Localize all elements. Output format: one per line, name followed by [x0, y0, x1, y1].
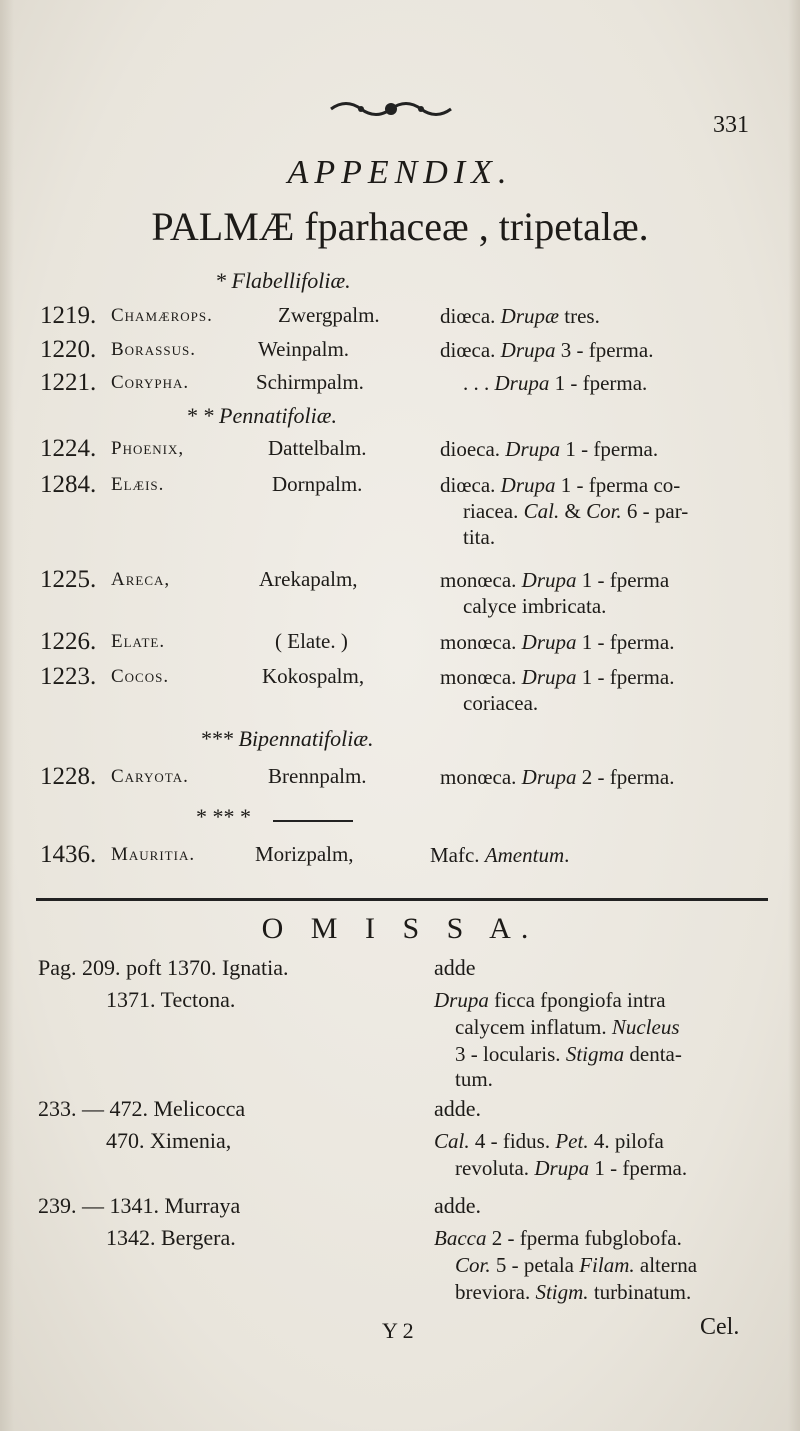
vernacular-name: Arekapalm, [259, 567, 358, 591]
entry-description: diœca. Drupa 3 - fperma. [440, 338, 654, 362]
genus-name: Borassus. [111, 339, 196, 360]
genus-name: Caryota. [111, 766, 189, 787]
omissa-note: Bacca 2 - fperma fubglobofa. [434, 1226, 682, 1250]
genus-name: Phoenix, [111, 438, 185, 459]
section-bipennatifoliae: *** Bipennatifoliæ. [200, 726, 374, 751]
omissa-note-cont: calycem inflatum. Nucleus [455, 1015, 680, 1039]
signature-mark: Y 2 [382, 1318, 414, 1343]
entry-number: 1220. [40, 336, 97, 363]
entry-number: 1436. [40, 841, 97, 868]
omissa-note-cont: tum. [455, 1067, 493, 1091]
vernacular-name: Weinpalm. [258, 337, 350, 361]
entry-description: Mafc. Amentum. [430, 843, 570, 867]
entry-description-cont: riacea. Cal. & Cor. 6 - par- [463, 499, 689, 523]
genus-name: Elate. [111, 631, 166, 652]
short-rule [273, 820, 353, 822]
entry-description-cont: tita. [463, 525, 496, 549]
vernacular-name: ( Elate. ) [275, 629, 348, 653]
entry-description: monœca. Drupa 1 - fperma. [440, 665, 675, 689]
omissa-reference: 470. Ximenia, [106, 1128, 232, 1153]
omissa-reference: 1371. Tectona. [106, 987, 236, 1012]
entry-number: 1284. [40, 471, 97, 498]
entry-description: diœca. Drupæ tres. [440, 304, 600, 328]
genus-name: Chamærops. [111, 305, 213, 326]
entry-description: dioeca. Drupa 1 - fperma. [440, 437, 659, 461]
section-divider [36, 898, 768, 901]
genus-name: Areca, [111, 569, 171, 590]
entry-number: 1226. [40, 628, 97, 655]
entry-description: diœca. Drupa 1 - fperma co- [440, 473, 681, 497]
catchword: Cel. [700, 1314, 740, 1340]
omissa-reference: 233. — 472. Melicocca [38, 1096, 246, 1121]
omissa-reference: 239. — 1341. Murraya [38, 1193, 241, 1218]
entry-description: monœca. Drupa 2 - fperma. [440, 765, 675, 789]
omissa-note: Drupa ficca fpongiofa intra [434, 988, 666, 1012]
entry-description-cont: calyce imbricata. [463, 594, 607, 618]
omissa-note-cont: revoluta. Drupa 1 - fperma. [455, 1156, 688, 1180]
entry-description: monœca. Drupa 1 - fperma [440, 568, 670, 592]
appendix-heading: APPENDIX. [287, 154, 513, 191]
omissa-note: adde. [434, 1096, 482, 1121]
entry-description: monœca. Drupa 1 - fperma. [440, 630, 675, 654]
palmae-title: PALMÆ fparhaceæ , tripetalæ. [151, 204, 649, 249]
entry-number: 1221. [40, 369, 97, 396]
omissa-heading: O M I S S A. [261, 912, 539, 945]
omissa-note: adde. [434, 1193, 482, 1218]
genus-name: Mauritia. [111, 844, 196, 865]
omissa-note-cont: Cor. 5 - petala Filam. alterna [455, 1253, 698, 1277]
omissa-reference: 1342. Bergera. [106, 1225, 236, 1250]
page-number: 331 [713, 112, 749, 138]
section-unknown: * ** * [196, 804, 251, 829]
genus-name: Elæis. [111, 474, 165, 495]
entry-description: . . . Drupa 1 - fperma. [463, 371, 648, 395]
omissa-note-cont: breviora. Stigm. turbinatum. [455, 1280, 692, 1304]
omissa-note: adde [434, 955, 476, 980]
entry-number: 1223. [40, 663, 97, 690]
vernacular-name: Kokospalm, [262, 664, 365, 688]
entry-number: 1228. [40, 763, 97, 790]
genus-name: Corypha. [111, 372, 190, 393]
vernacular-name: Dornpalm. [272, 472, 363, 496]
entry-number: 1219. [40, 302, 97, 329]
vernacular-name: Brennpalm. [268, 764, 367, 788]
omissa-note: Cal. 4 - fidus. Pet. 4. pilofa [434, 1129, 664, 1153]
section-pennatifoliae: * * Pennatifoliæ. [186, 403, 337, 428]
genus-name: Cocos. [111, 666, 170, 687]
vernacular-name: Zwergpalm. [278, 303, 380, 327]
vernacular-name: Schirmpalm. [256, 370, 364, 394]
vernacular-name: Dattelbalm. [268, 436, 367, 460]
entry-number: 1224. [40, 435, 97, 462]
omissa-note-cont: 3 - locularis. Stigma denta- [455, 1042, 682, 1066]
entry-description-cont: coriacea. [463, 691, 539, 715]
ornament-icon [326, 96, 456, 122]
vernacular-name: Morizpalm, [255, 842, 354, 866]
section-flabellifoliae: * Flabellifoliæ. [215, 268, 351, 293]
omissa-reference: Pag. 209. poft 1370. Ignatia. [38, 955, 289, 980]
entry-number: 1225. [40, 566, 97, 593]
